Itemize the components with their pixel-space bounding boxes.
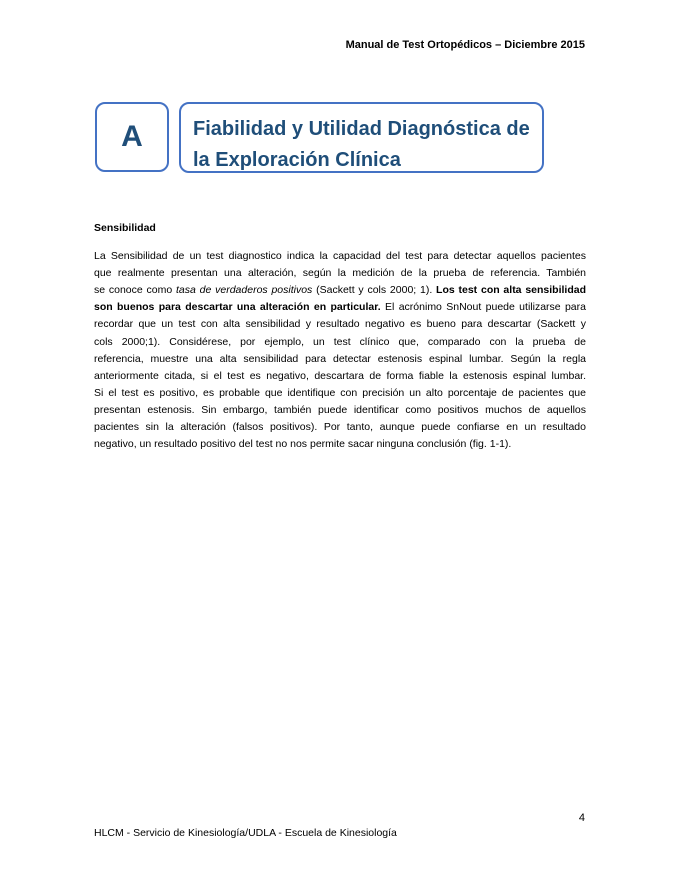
paragraph-line: [94, 267, 586, 280]
page-number: 4: [578, 812, 585, 824]
text-run: se conoce como: [94, 284, 177, 297]
paragraph-line: [94, 284, 586, 297]
paragraph-line: [94, 404, 586, 417]
text-run: recordar que un test con alta sensibilidad y resultado negativo es bueno para descartar (Sackett y: [94, 318, 586, 331]
text-run: (Sackett y cols 2000; 1).: [312, 284, 437, 297]
section-heading: Sensibilidad: [94, 222, 156, 234]
italic-text: tasa de verdaderos positivos: [176, 284, 313, 297]
running-header: Manual de Test Ortopédicos – Diciembre 2015: [345, 39, 585, 51]
chapter-letter: A: [121, 120, 143, 153]
paragraph-line: [94, 250, 586, 263]
page-footer: HLCM - Servicio de Kinesiología/UDLA - Escuela de Kinesiología: [94, 827, 397, 839]
chapter-letter-box: [95, 102, 169, 172]
bold-text: son buenos para descartar una alteración en particular.: [94, 301, 381, 314]
text-run: anteriormente citada, si el test es negativo, descartara de forma fiable la estenosis espinal lumbar.: [94, 369, 586, 382]
text-run: presentan estenosis. Sin embargo, también puede identificar como positivos muchos de aquellos: [94, 403, 586, 416]
text-run: cols 2000;1). Considérese, por ejemplo, un test clínico que, comparado con la prueba de: [94, 335, 586, 348]
paragraph-line: [94, 370, 586, 383]
paragraph-line: [94, 421, 586, 434]
bold-text: Los test con alta sensibilidad: [436, 284, 586, 297]
text-run: La Sensibilidad de un test diagnostico indica la capacidad del test para detectar aquellos pacientes: [94, 250, 586, 262]
text-run: El acrónimo SnNout puede utilizarse para: [380, 301, 586, 314]
text-run: pacientes sin la alteración (falsos positivos). Por tanto, aunque puede confiarse en un resultado: [94, 421, 586, 433]
paragraph-line: [94, 301, 586, 314]
text-run: que realmente presentan una alteración, según la medición de la prueba de referencia. También: [94, 267, 586, 280]
chapter-title-line-1: Fiabilidad y Utilidad Diagnóstica de: [193, 118, 530, 140]
text-run: negativo, un resultado positivo del test no nos permite sacar ninguna conclusión (fig. 1-1).: [94, 438, 512, 451]
paragraph-line: [94, 336, 586, 349]
paragraph-line: [94, 318, 586, 331]
text-run: Si el test es positivo, es probable que identifique con precisión un alto porcentaje de pacientes que: [94, 386, 586, 399]
paragraph-line: [94, 353, 586, 366]
chapter-title-box: [179, 102, 544, 173]
paragraph-line: [94, 438, 586, 451]
paragraph-line: [94, 387, 586, 400]
chapter-title-line-2: la Exploración Clínica: [193, 149, 401, 171]
text-run: referencia, muestre una alta sensibilidad para detectar estenosis espinal lumbar. Según la regla: [94, 352, 586, 365]
